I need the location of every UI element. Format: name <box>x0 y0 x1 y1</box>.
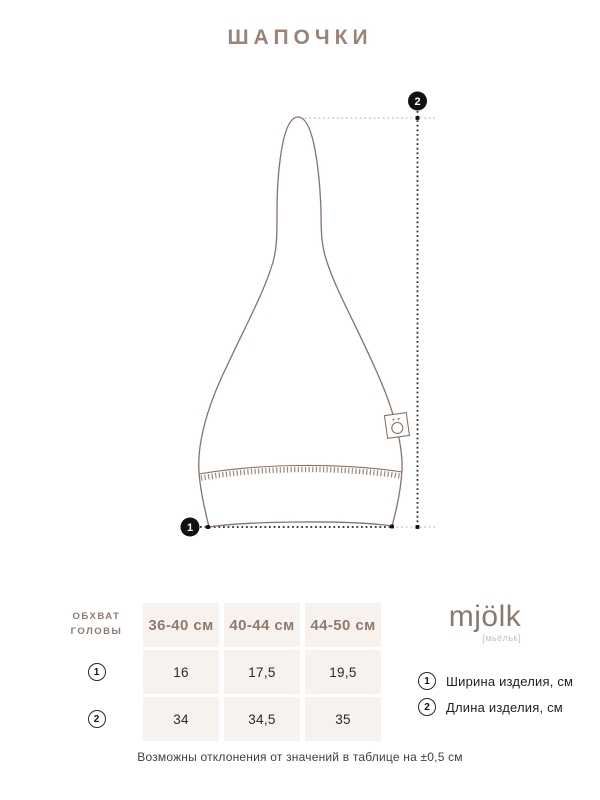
circled-number-1: 1 <box>88 663 106 681</box>
table-cell: 16 <box>143 650 219 694</box>
table-cell: 17,5 <box>224 650 300 694</box>
legend-label: Длина изделия, см <box>446 699 563 715</box>
table-header-size-3: 44-50 см <box>305 603 381 647</box>
table-cell: 34,5 <box>224 697 300 741</box>
legend-item-width <box>418 672 573 690</box>
svg-text:2: 2 <box>414 96 421 108</box>
table-cell: 35 <box>305 697 381 741</box>
table-header-head-circumference: ОБХВАТ ГОЛОВЫ <box>70 611 123 637</box>
brand-block <box>430 602 540 643</box>
dot-bottom-junction <box>416 525 420 529</box>
legend-item-length <box>418 698 573 716</box>
dot-bottom-right <box>390 525 394 529</box>
marker-width <box>181 518 200 537</box>
table-row-marker <box>55 650 138 694</box>
hat-measurement-diagram <box>0 80 600 580</box>
page-title: ШАПОЧКИ <box>227 26 373 49</box>
measurement-legend <box>418 672 573 716</box>
circled-number-2: 2 <box>88 710 106 728</box>
legend-label: Ширина изделия, см <box>446 673 574 689</box>
marker-length <box>408 92 427 111</box>
dot-bottom-left <box>206 525 210 529</box>
hat-brand-tag <box>384 413 409 439</box>
table-header-size-1: 36-40 см <box>143 603 219 647</box>
table-cell: 34 <box>143 697 219 741</box>
svg-text:1: 1 <box>186 522 194 534</box>
circled-number-2: 2 <box>418 698 436 716</box>
dot-top-junction <box>416 116 420 120</box>
table-cell: 19,5 <box>305 650 381 694</box>
tolerance-note: Возможны отклонения от значений в таблице на ±0,5 см <box>137 750 463 764</box>
circled-number-1: 1 <box>418 672 436 690</box>
table-header-size-2: 40-44 см <box>224 603 300 647</box>
brand-transcription: [мьёльк] <box>482 633 521 643</box>
brand-logo: mjölk <box>448 600 522 633</box>
table-row-marker <box>55 697 138 741</box>
size-table <box>55 603 381 741</box>
